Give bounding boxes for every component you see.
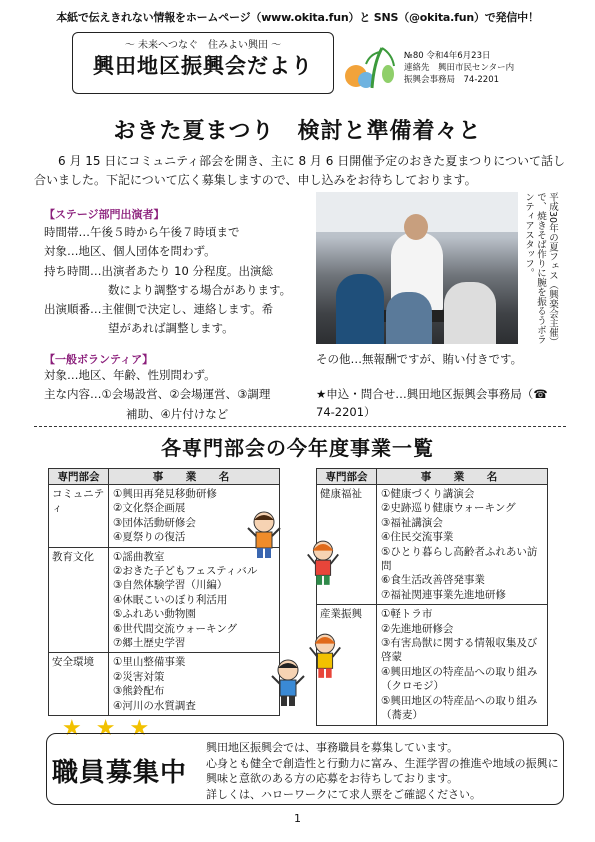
detail-line: 持ち時間…出演者あたり 10 分程度。出演総 <box>44 263 273 278</box>
dept-header: 専門部会 <box>49 469 109 485</box>
volunteer-details <box>44 366 270 424</box>
logo-icon <box>342 44 398 92</box>
section-divider <box>34 426 566 427</box>
dept-name: 教育文化 <box>49 547 109 653</box>
project-header: 事 業 名 <box>377 469 548 485</box>
newsletter-title: 興田地区振興会だより <box>93 54 313 78</box>
project-item: ④住民交流事業 <box>381 531 454 544</box>
festival-photo <box>316 192 518 344</box>
table-row <box>317 605 548 725</box>
project-list <box>109 653 280 716</box>
detail-line: 補助、④片付けなど <box>126 406 229 421</box>
detail-line: 望があれば調整します。 <box>108 321 234 336</box>
project-item: ②史跡巡り健康ウォーキング <box>381 502 516 515</box>
stage-details <box>44 223 291 339</box>
project-list <box>377 605 548 725</box>
detail-line: 数により調整する場合があります。 <box>108 282 292 297</box>
dept-name: 産業振興 <box>317 605 377 725</box>
project-item: ④休眠こいのぼり利活用 <box>113 593 228 606</box>
project-item: ①謡曲教室 <box>113 550 165 563</box>
project-item: ①興田再発見移動研修 <box>113 488 217 500</box>
table-row <box>49 653 280 716</box>
right-dept-table <box>316 468 548 726</box>
page-number: 1 <box>294 812 301 825</box>
child-illustration-icon <box>268 658 308 708</box>
project-item: ③福祉講演会 <box>381 516 443 529</box>
apply-line-1: ★申込・問合せ…興田地区振興会事務局（☎ <box>316 387 548 401</box>
project-item: ②文化祭企画展 <box>113 502 186 515</box>
project-item: ⑥食生活改善啓発事業 <box>381 574 485 587</box>
table-row <box>49 547 280 653</box>
header-slogan: 〜 未来へつなぐ 住みよい興田 〜 <box>124 40 282 51</box>
project-item: ④興田地区の特産品への取り組み（クロモジ） <box>381 665 538 693</box>
website-banner: 本紙で伝えきれない情報をホームページ（www.okita.fun）と SNS（@okita.fun）で発信中！ <box>56 11 539 24</box>
contact-address: 連絡先 興田市民センター内 <box>404 63 515 73</box>
other-note: その他…無報酬ですが、賄い付きです。 <box>316 352 523 366</box>
article-title: おきた夏まつり 検討と準備着々と <box>113 119 482 144</box>
project-list <box>377 485 548 605</box>
project-item: ②おきた子どもフェスティバル <box>113 565 258 578</box>
project-item: ③熊鈴配布 <box>113 685 165 698</box>
project-item: ②災害対策 <box>113 670 165 683</box>
project-item: ③有害鳥獣に関する情報収集及び啓蒙 <box>381 637 538 664</box>
detail-line: 時間帯…午後５時から午後７時頃まで <box>44 225 240 239</box>
project-item: ③団体活動研修会 <box>113 516 196 529</box>
recruit-line: 興田地区振興会では、事務職員を募集しています。 <box>206 741 459 754</box>
project-item: ④河川の水質調査 <box>113 699 196 712</box>
contact-phone: 振興会事務局 74-2201 <box>404 75 500 85</box>
project-item: ⑤ひとり暮らし高齢者ふれあい訪問 <box>381 545 538 573</box>
detail-line: 出演順番…主催側で決定し、連絡します。希 <box>44 302 274 317</box>
project-item: ⑥世代間交流ウォーキング <box>113 622 238 635</box>
project-item: ⑤興田地区の特産品への取り組み（蕎麦） <box>381 694 538 722</box>
project-item: ⑦福祉関連事業先進地研修 <box>381 588 506 601</box>
recruit-line: 詳しくは、ハローワークにて求人票をご確認ください。 <box>206 787 481 801</box>
section-title: 各専門部会の今年度事業一覧 <box>161 436 434 460</box>
dept-name: コミュニティ <box>49 485 109 548</box>
child-illustration-icon <box>244 510 284 560</box>
issue-number-date: №80 令和4年6月23日 <box>404 51 491 61</box>
star-icons: ★★★ <box>62 716 164 741</box>
project-item: ①健康づくり講演会 <box>381 488 475 500</box>
dept-header: 専門部会 <box>317 469 377 485</box>
photo-caption: 平成30年の夏フェス（興楽会主催）で、焼きそば作りに腕を振るうボランティアスタッフ。 <box>523 192 558 347</box>
child-illustration-icon <box>306 632 344 680</box>
issue-info <box>404 50 514 86</box>
apply-line-2: 74-2201） <box>316 405 376 419</box>
detail-line: 対象…地区、年齢、性別問わず。 <box>44 368 216 382</box>
project-item: ②先進地研修会 <box>381 622 454 635</box>
project-item: ③自然体験学習（川編） <box>113 579 228 592</box>
dept-name: 安全環境 <box>49 653 109 716</box>
table-row <box>317 485 548 605</box>
project-header: 事 業 名 <box>109 469 280 485</box>
project-item: ⑤ふれあい動物園 <box>113 608 196 621</box>
recruit-text <box>206 740 560 802</box>
stage-heading: 【ステージ部門出演者】 <box>44 208 165 221</box>
project-item: ⑦郷土歴史学習 <box>113 637 186 650</box>
article-intro: 6 月 15 日にコミュニティ部会を開き、主に 8 月 6 日開催予定のおきた夏まつりについて話し合いました。下記について広く募集しますので、申し込みをお待ちしております。 <box>34 154 565 187</box>
project-list <box>109 547 280 653</box>
detail-line: 対象…地区、個人団体を問わず。 <box>44 244 216 259</box>
detail-line: 主な内容…①会場設営、②会場運営、③調理 <box>44 387 271 402</box>
recruit-line: 心身とも健全で創造性と行動力に富み、生涯学習の推進や地域の振興に興味と意欲のある方の応募をお待ちしております。 <box>206 756 559 786</box>
child-illustration-icon <box>304 539 342 587</box>
recruit-title: 職員募集中 <box>52 758 188 788</box>
dept-name: 健康福祉 <box>317 485 377 605</box>
project-item: ①軽トラ市 <box>381 608 433 621</box>
project-item: ④夏祭りの復活 <box>113 531 186 544</box>
left-dept-table <box>48 468 280 716</box>
volunteer-heading: 【一般ボランティア】 <box>44 353 154 366</box>
project-item: ①里山整備事業 <box>113 656 186 669</box>
